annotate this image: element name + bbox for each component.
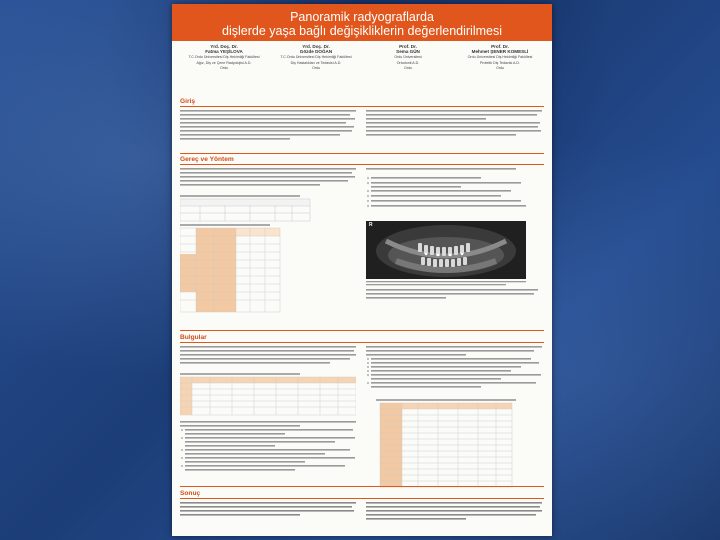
author-affiliation: Ordu <box>404 66 412 71</box>
author-name: Sema GÜN <box>396 49 420 54</box>
author-affiliation: Ortodonti A.D. <box>396 60 420 65</box>
intro-section <box>180 98 544 148</box>
conclusion-text-block-right <box>366 501 542 525</box>
author-affiliation: Diş Hastalıkları ve Tedavisi A.D. <box>290 60 342 65</box>
conclusion-text-right <box>366 501 544 527</box>
author-4 <box>456 44 544 71</box>
author-affiliation: Ordu <box>312 66 320 71</box>
intro-text-block-right <box>366 109 542 143</box>
author-affiliation: Ordu <box>220 66 228 71</box>
author-affiliation: Protetik Diş Tedavisi A.D. <box>479 60 521 65</box>
panoramic-radiograph <box>366 221 526 279</box>
author-affiliation: T.C.Ordu Üniversitesi Diş Hekimliği Fakültesi <box>280 55 352 59</box>
methods-table-1 <box>180 195 356 223</box>
methods-table-2 <box>180 224 356 316</box>
poster-title-line2: dişlerde yaşa bağlı değişikliklerin değerlendirilmesi <box>222 24 502 38</box>
results-right-text <box>366 345 542 397</box>
intro-heading: Giriş <box>180 98 544 107</box>
results-right-column <box>366 345 544 492</box>
section-divider <box>180 330 544 331</box>
results-heading: Bulgular <box>180 334 544 343</box>
author-degree: Prof. Dr. <box>491 44 509 49</box>
author-affiliation: Ordu Üniversitesi <box>394 55 422 59</box>
poster-title-line1: Panoramik radyograflarda <box>290 10 434 24</box>
authors-row <box>172 41 552 71</box>
radiograph-image <box>366 221 526 279</box>
methods-right-column <box>366 167 544 318</box>
methods-columns <box>180 167 544 318</box>
methods-section <box>180 156 544 334</box>
intro-text-block-left <box>180 109 356 143</box>
author-name: Gözde DOĞAN <box>299 49 333 54</box>
results-bullet-list <box>180 420 356 484</box>
methods-bullet-list <box>366 167 542 219</box>
radiograph-side-label: R <box>369 221 373 228</box>
section-divider <box>180 153 544 154</box>
author-1 <box>180 44 268 71</box>
author-affiliation: T.C.Ordu Üniversitesi Diş Hekimliği Fakültesi <box>188 55 260 59</box>
conclusion-columns <box>180 501 544 527</box>
results-table-2 <box>366 399 542 491</box>
results-columns <box>180 345 544 492</box>
author-3 <box>364 44 452 71</box>
methods-heading: Gereç ve Yöntem <box>180 156 544 165</box>
methods-left-column <box>180 167 358 318</box>
poster <box>172 4 552 536</box>
author-affiliation: Ordu <box>496 66 504 71</box>
author-degree: Yrd. Doç. Dr. <box>302 44 330 49</box>
author-degree: Prof. Dr. <box>399 44 417 49</box>
results-section <box>180 334 544 484</box>
author-name: Mehmet ŞENER KOMESLİ <box>471 49 529 54</box>
intro-text-left <box>180 109 358 145</box>
section-divider <box>180 486 544 487</box>
conclusion-section <box>180 490 544 530</box>
author-2 <box>272 44 360 71</box>
conclusion-text-left <box>180 501 358 527</box>
methods-caption-text <box>366 279 542 301</box>
author-name: Fatma YEŞİLOVA <box>205 49 243 54</box>
author-affiliation: Ordu Üniversitesi Diş Hekimliği Fakültesi <box>467 55 533 59</box>
poster-title-band <box>172 4 552 41</box>
results-text-block <box>180 345 356 371</box>
conclusion-heading: Sonuç <box>180 490 544 499</box>
results-left-column <box>180 345 358 492</box>
conclusion-text-block-left <box>180 501 356 525</box>
author-affiliation: Ağız, Diş ve Çene Radyolojisi A.D. <box>196 60 252 65</box>
intro-text-right <box>366 109 544 145</box>
author-degree: Yrd. Doç. Dr. <box>210 44 238 49</box>
methods-text-block <box>180 167 356 193</box>
intro-columns <box>180 109 544 145</box>
results-table-1 <box>180 373 356 419</box>
